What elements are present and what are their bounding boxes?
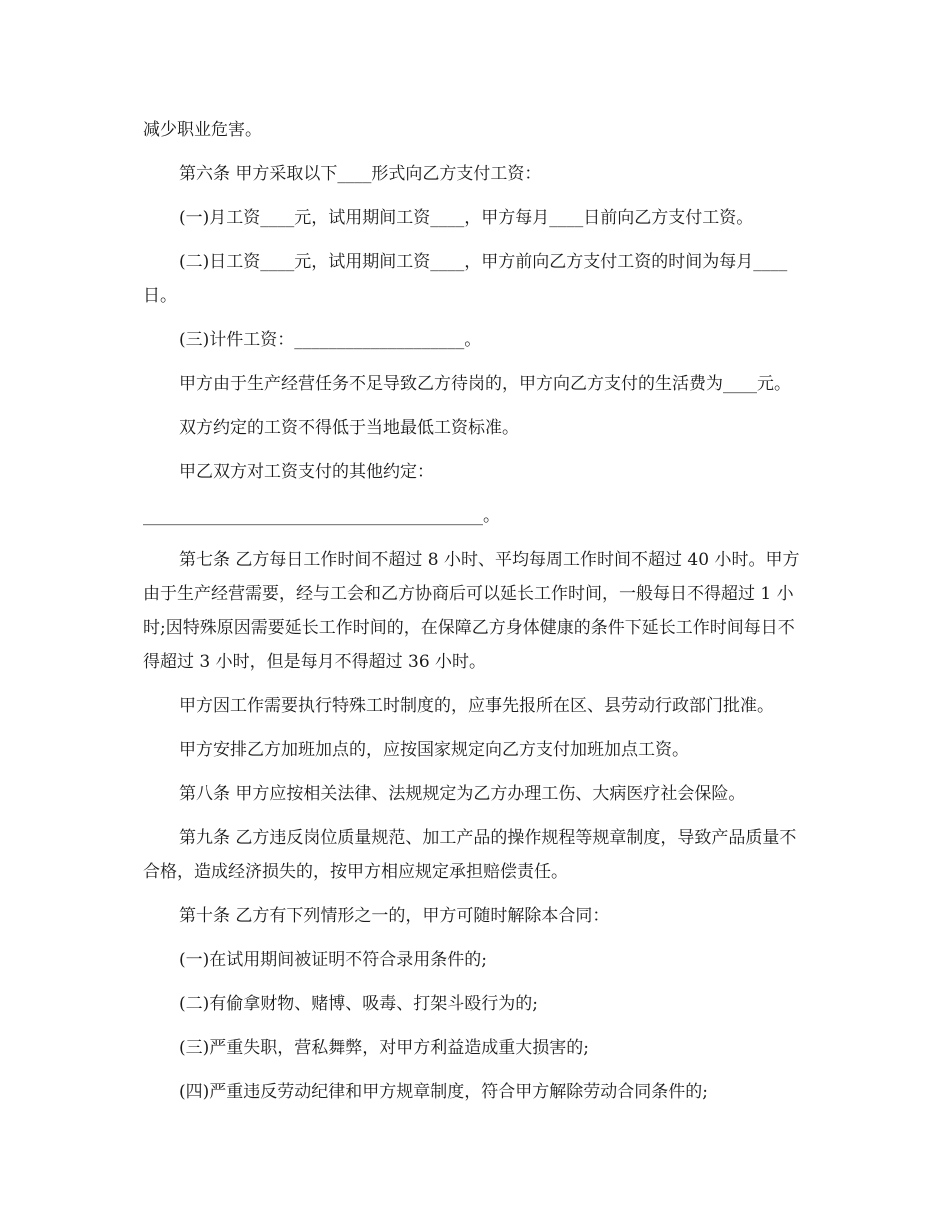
paragraph-blank-line: ________________________________________。 [143,506,500,526]
paragraph-article-9: 第九条 乙方违反岗位质量规范、加工产品的操作规程等规章制度，导致产品质量不合格，造成经济损失的，按甲方相应规定承担赔偿责任。 [143,828,797,882]
paragraph-item-3: (三)严重失职，营私舞弊，对甲方利益造成重大损害的; [179,1038,589,1058]
paragraph-other-agreement: 甲乙双方对工资支付的其他约定： [179,462,434,482]
document-body [143,113,808,1119]
paragraph-minimum-wage: 双方约定的工资不得低于当地最低工资标准。 [179,418,519,438]
paragraph-item-2: (二)有偷拿财物、赌博、吸毒、打架斗殴行为的; [179,994,538,1014]
paragraph-article-8: 第八条 甲方应按相关法律、法规规定为乙方办理工伤、大病医疗社会保险。 [179,784,746,804]
paragraph-special-hours: 甲方因工作需要执行特殊工时制度的，应事先报所在区、县劳动行政部门批准。 [179,696,774,716]
paragraph-item-4: (四)严重违反劳动纪律和甲方规章制度，符合甲方解除劳动合同条件的; [179,1082,708,1102]
paragraph-0: 减少职业危害。 [143,120,262,140]
paragraph-monthly-wage: (一)月工资____元，试用期间工资____，甲方每月____日前向乙方支付工资。 [179,208,754,228]
paragraph-article-10: 第十条 乙方有下列情形之一的，甲方可随时解除本合同： [179,906,610,926]
paragraph-living-allowance: 甲方由于生产经营任务不足导致乙方待岗的，甲方向乙方支付的生活费为____元。 [179,374,791,394]
paragraph-overtime-pay: 甲方安排乙方加班加点的，应按国家规定向乙方支付加班加点工资。 [179,740,689,760]
paragraph-article-6: 第六条 甲方采取以下____形式向乙方支付工资： [179,164,542,184]
paragraph-daily-wage: (二)日工资____元，试用期间工资____，甲方前向乙方支付工资的时间为每月____日。 [143,252,788,306]
paragraph-item-1: (一)在试用期间被证明不符合录用条件的; [179,950,487,970]
paragraph-article-7: 第七条 乙方每日工作时间不超过 8 小时、平均每周工作时间不超过 40 小时。甲方由于生产经营需要，经与工会和乙方协商后可以延长工作时间，一般每日不得超过 1 小时;因特殊原因需要延长工作时间的，在保障乙方身体健康的条件下延长工作时间每日不得超过 3 小时，但是每月不得超过 36 小时。 [143,550,800,672]
paragraph-piece-wage: (三)计件工资：____________________。 [179,330,482,350]
